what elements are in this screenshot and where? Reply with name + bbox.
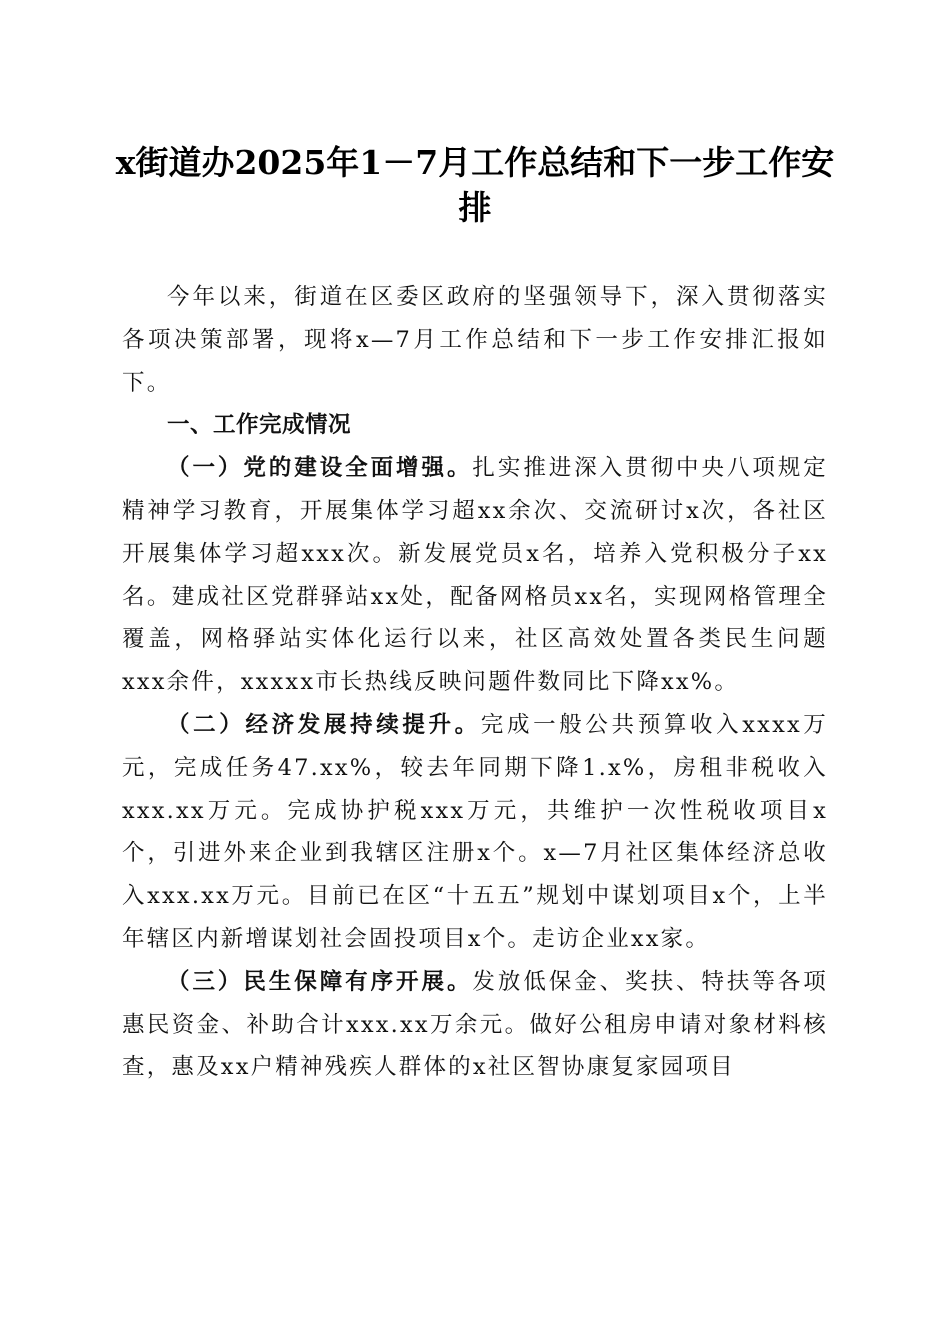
item-lead: （二）经济发展持续提升。 xyxy=(167,711,481,738)
item-lead: （一）党的建设全面增强。 xyxy=(167,455,473,482)
item-lead: （三）民生保障有序开展。 xyxy=(167,968,473,995)
item-livelihood xyxy=(122,961,828,1089)
section-heading: 一、工作完成情况 xyxy=(167,412,352,439)
item-text: 发放低保金、奖扶、特扶等各项惠民资金、补助合计xxx.xx万余元。做好公租房申请对象材料核查，惠及xx户精神残疾人群体的x社区智协康复家园项目 xyxy=(122,968,828,1081)
item-text: 完成一般公共预算收入xxxx万元，完成任务47.xx%，较去年同期下降1.x%，房租非税收入xxx.xx万元。完成协护税xxx万元，共维护一次性税收项目x个，引进外来企业到我辖区注册x个。x—7月社区集体经济总收入xxx.xx万元。目前已在区“十五五”规划中谋划项目x个，上半年辖区内新增谋划社会固投项目x个。走访企业xx家。 xyxy=(122,711,828,952)
document-body xyxy=(122,276,828,1089)
item-party-building xyxy=(122,447,828,704)
document-title: x街道办2025年1－7月工作总结和下一步工作安排 xyxy=(115,143,835,227)
item-economy xyxy=(122,704,828,961)
intro-paragraph: 今年以来，街道在区委区政府的坚强领导下，深入贯彻落实各项决策部署，现将x—7月工作总结和下一步工作安排汇报如下。 xyxy=(122,284,828,396)
item-text: 扎实推进深入贯彻中央八项规定精神学习教育，开展集体学习超xx余次、交流研讨x次，各社区开展集体学习超xxx次。新发展党员x名，培养入党积极分子xx名。建成社区党群驿站xx处，配备网格员xx名，实现网格管理全覆盖，网格驿站实体化运行以来，社区高效处置各类民生问题xxx余件，xxxxx市长热线反映问题件数同比下降xx%。 xyxy=(122,455,828,696)
